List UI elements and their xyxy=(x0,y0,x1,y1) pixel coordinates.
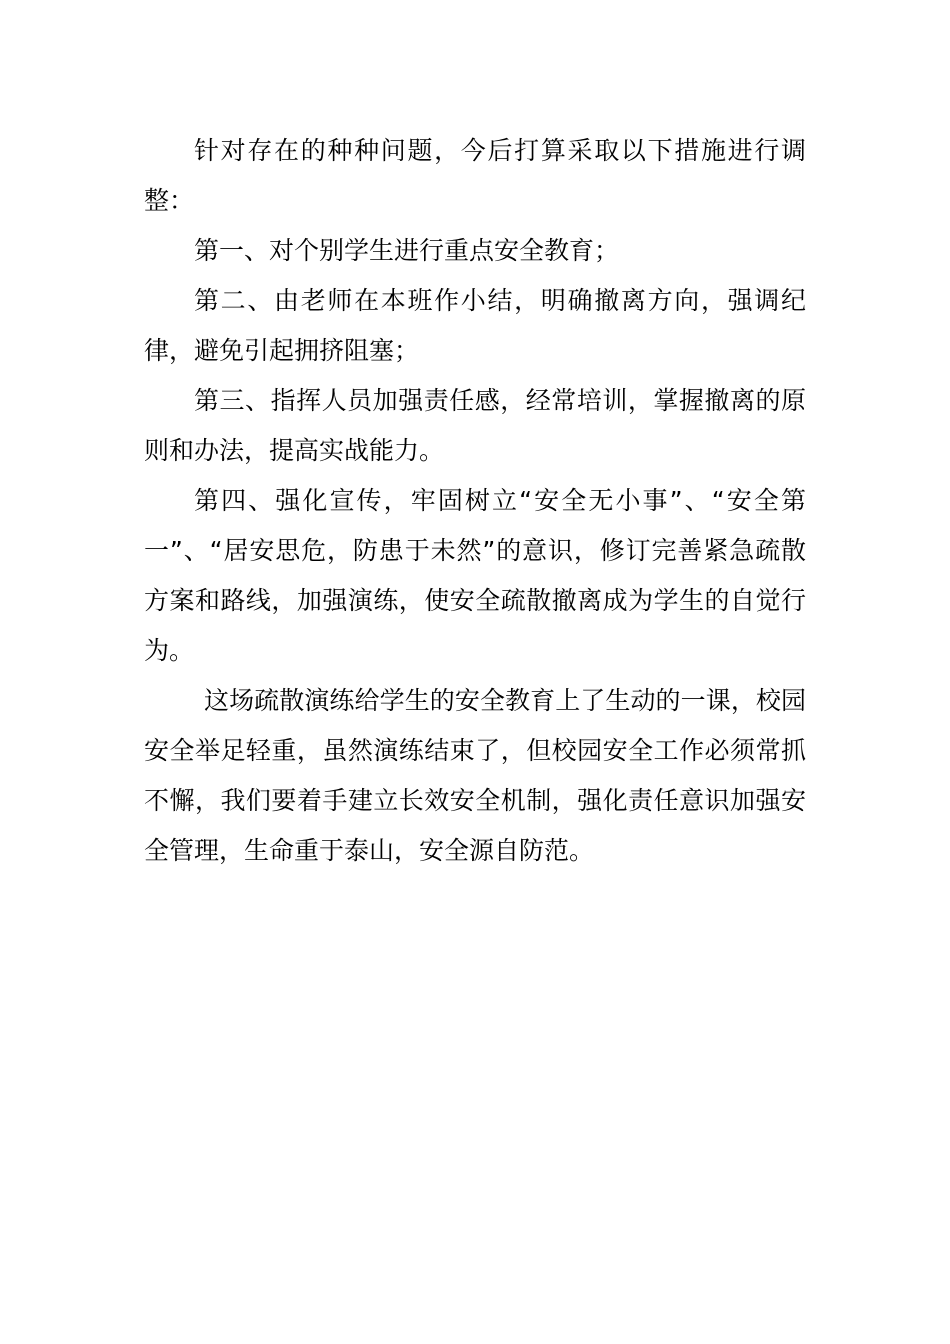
paragraph-conclusion: 这场疏散演练给学生的安全教育上了生动的一课，校园安全举足轻重，虽然演练结束了，但校园安全工作必须常抓不懈，我们要着手建立长效安全机制，强化责任意识加强安全管理，生命重于泰山，安全源自防范。 xyxy=(144,686,806,865)
document-body xyxy=(144,126,806,876)
paragraph-intro: 针对存在的种种问题，今后打算采取以下措施进行调整： xyxy=(144,136,806,215)
paragraph-measure-1: 第一、对个别学生进行重点安全教育； xyxy=(194,236,620,265)
paragraph-measure-2: 第二、由老师在本班作小结，明确撤离方向，强调纪律，避免引起拥挤阻塞； xyxy=(144,286,806,365)
paragraph-measure-3: 第三、指挥人员加强责任感，经常培训，掌握撤离的原则和办法，提高实战能力。 xyxy=(144,386,806,465)
paragraph-measure-4: 第四、强化宣传，牢固树立“安全无小事”、“安全第一”、“居安思危，防患于未然”的意识，修订完善紧急疏散方案和路线，加强演练，使安全疏散撤离成为学生的自觉行为。 xyxy=(144,486,806,665)
